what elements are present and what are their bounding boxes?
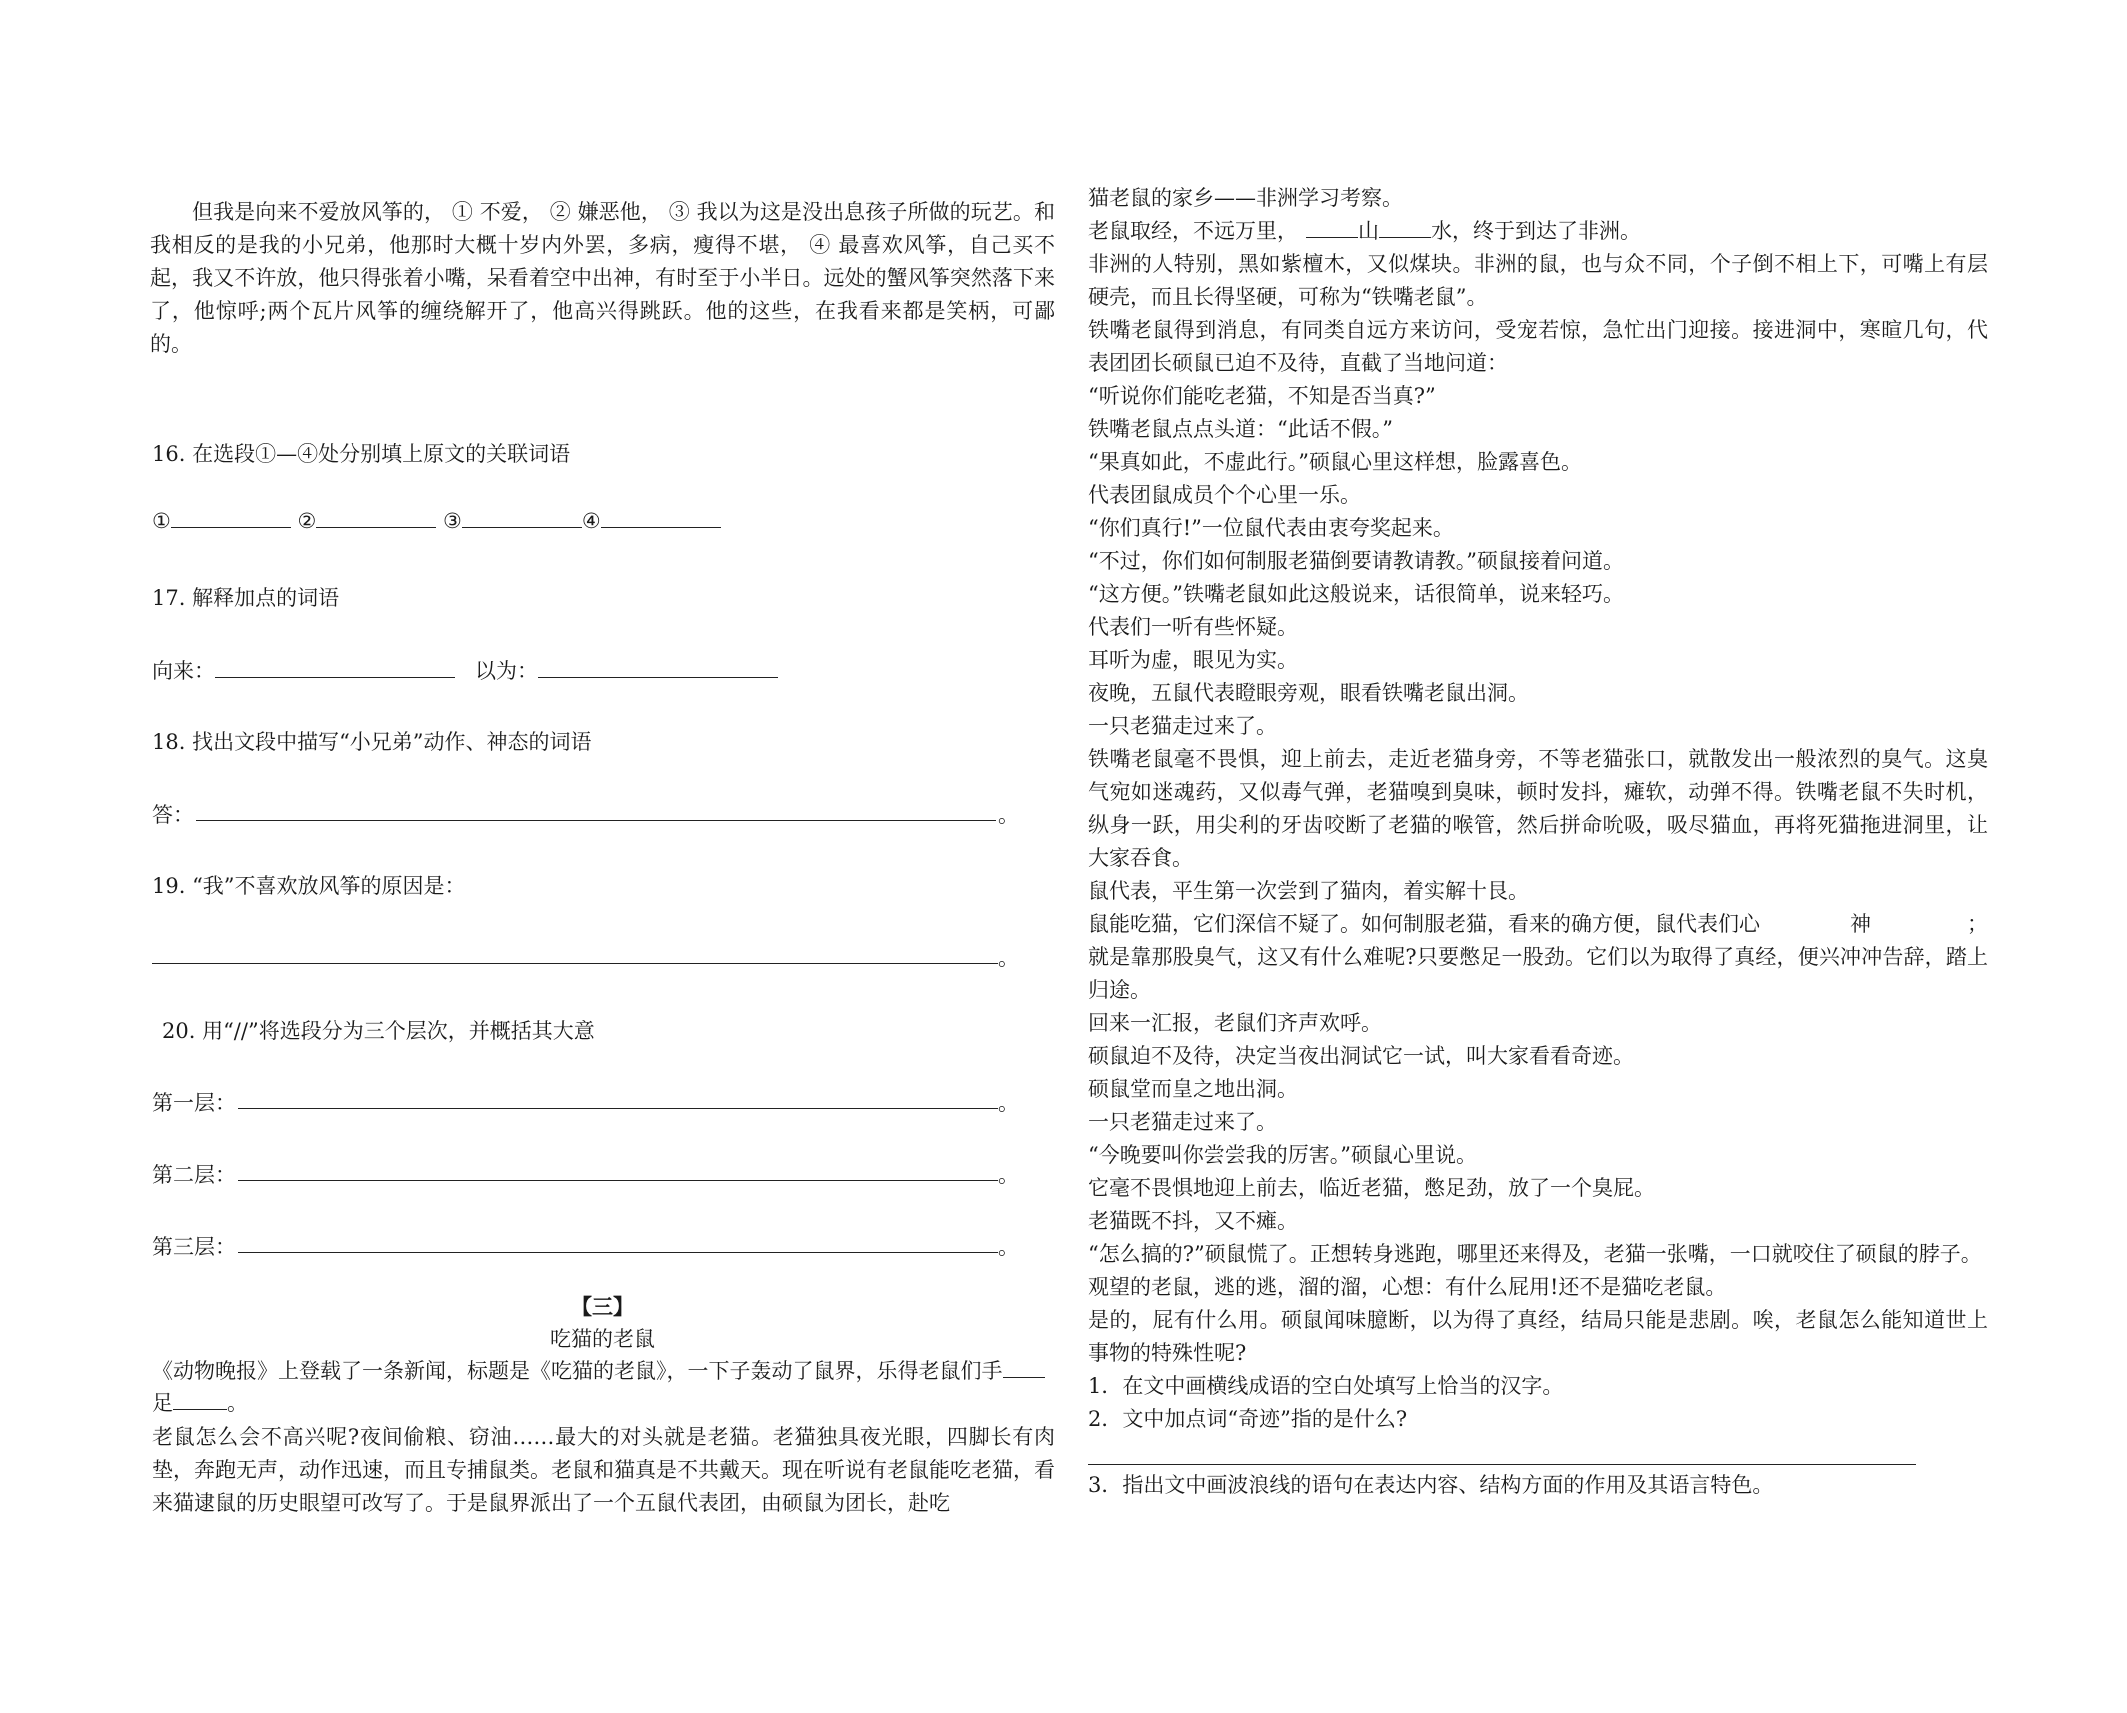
idiom-blank-shui[interactable]: [1379, 219, 1431, 238]
story-line: “果真如此，不虚此行。”硕鼠心里这样想，脸露喜色。: [1088, 450, 1582, 474]
period: 。: [998, 803, 1019, 827]
story-line: 就是靠那股臭气，这又有什么难呢?只要憋足一股劲。它们以为取得了真经，便兴冲冲告辞，踏上归途。: [1088, 945, 1988, 1002]
story-text: 《动物晚报》上登载了一条新闻，标题是《吃猫的老鼠》，一下子轰动了鼠界，乐得老鼠们手: [152, 1359, 1003, 1383]
story-line: 回来一汇报，老鼠们齐声欢呼。: [1088, 1011, 1382, 1035]
story-line: 夜晚，五鼠代表瞪眼旁观，眼看铁嘴老鼠出洞。: [1088, 681, 1529, 705]
question-17: 17. 解释加点的词语: [152, 586, 340, 610]
blank-label: ④: [581, 509, 601, 533]
question-16: 16. 在选段①—④处分别填上原文的关联词语: [152, 442, 571, 466]
q19-answer-line[interactable]: [152, 963, 998, 964]
layer-3-answer-line[interactable]: [238, 1252, 998, 1253]
q2-answer-line[interactable]: [1088, 1436, 1916, 1465]
blank-marker-3: ③: [668, 200, 690, 224]
period: 。: [998, 1235, 1019, 1259]
answer-blank-4[interactable]: [601, 509, 721, 528]
story-line: “你们真行!”一位鼠代表由衷夸奖起来。: [1088, 516, 1454, 540]
story-line: 鼠代表，平生第一次尝到了猫肉，着实解十艮。: [1088, 879, 1529, 903]
period: 。: [998, 946, 1019, 970]
answer-blank-2[interactable]: [316, 509, 436, 528]
layer-2-label: 第二层：: [152, 1163, 236, 1187]
passage-text: 最喜欢风筝，自己买不起，我又不许放，他只得张着小嘴，呆看着空中出神，有时至于小半日。远处的蟹风筝突然落下来了，他惊呼;两个瓦片风筝的缠绕解开了，他高兴得跳跃。他的这些，在我看来都是笑柄，可鄙的。: [150, 233, 1055, 356]
story-line: 铁嘴老鼠点点头道：“此话不假。”: [1088, 417, 1393, 441]
idiom-blank-1[interactable]: [1003, 1359, 1045, 1378]
layer-3-label: 第三层：: [152, 1235, 236, 1259]
passage-text: 不爱，: [479, 200, 543, 224]
term-label: 以为：: [475, 659, 539, 683]
layer-1-label: 第一层：: [152, 1091, 236, 1115]
layer-1-answer-line[interactable]: [238, 1108, 998, 1109]
story-line: 代表团鼠成员个个心里一乐。: [1088, 483, 1361, 507]
story-line: 1．在文中画横线成语的空白处填写上恰当的汉字。: [1088, 1374, 1564, 1398]
story-line-1: [152, 1355, 1045, 1387]
answer-blank-yiwei[interactable]: [538, 659, 778, 678]
story-title: 吃猫的老鼠: [550, 1327, 655, 1351]
story-paragraph: 老鼠怎么会不高兴呢?夜间偷粮、窃油……最大的对头就是老猫。老猫独具夜光眼，四脚长有肉垫，奔跑无声，动作迅速，而且专捕鼠类。老鼠和猫真是不共戴天。现在听说有老鼠能吃老猫，看来猫逮鼠的历史眼望可改写了。于是鼠界派出了一个五鼠代表团，由硕鼠为团长，赴吃: [152, 1425, 1055, 1515]
story-text: 水，终于到达了非洲。: [1431, 219, 1641, 243]
story-line-idiom-2: [1088, 908, 1988, 941]
blank-label: ①: [152, 509, 171, 533]
story-continuation: [1088, 182, 1988, 1502]
passage-text: 嫌恶他，: [577, 200, 662, 224]
answer-blank-xianglai[interactable]: [215, 659, 455, 678]
story-line: 代表们一听有些怀疑。: [1088, 615, 1298, 639]
story-text: 老鼠取经，不远万里，: [1088, 219, 1298, 243]
story-line: 铁嘴老鼠毫不畏惧，迎上前去，走近老猫身旁，不等老猫张口，就散发出一般浓烈的臭气。这臭气宛如迷魂药，又似毒气弹，老猫嗅到臭味，顿时发抖，瘫软，动弹不得。铁嘴老鼠不失时机，纵身一跃，用尖利的牙齿咬断了老猫的喉管，然后拼命吮吸，吸尽猫血，再将死猫拖进洞里，让大家吞食。: [1088, 747, 1988, 870]
section-header: 【三】: [571, 1294, 634, 1319]
answer-blank-1[interactable]: [171, 509, 291, 528]
q17-answers: [152, 655, 778, 685]
story-text: ；: [1967, 912, 1988, 936]
question-20: 20. 用“//”将选段分为三个层次，并概括其大意: [162, 1019, 595, 1043]
story-line: 耳听为虚，眼见为实。: [1088, 648, 1298, 672]
story-line: 观望的老鼠，逃的逃，溜的溜，心想：有什么屁用!还不是猫吃老鼠。: [1088, 1275, 1727, 1299]
period: 。: [227, 1391, 248, 1415]
story-line-2: [152, 1387, 248, 1419]
blank-marker-1: ①: [451, 200, 473, 224]
story-line: “这方便。”铁嘴老鼠如此这般说来，话很简单，说来轻巧。: [1088, 582, 1624, 606]
story-line: “今晚要叫你尝尝我的厉害。”硕鼠心里说。: [1088, 1143, 1477, 1167]
story-line-idiom-1: [1088, 215, 1988, 248]
question-18: 18. 找出文段中描写“小兄弟”动作、神态的词语: [152, 730, 592, 754]
story-line: 老猫既不抖，又不瘫。: [1088, 1209, 1298, 1233]
story-line: 非洲的人特别，黑如紫檀木，又似煤块。非洲的鼠，也与众不同，个子倒不相上下，可嘴上有层硬壳，而且长得坚硬，可称为“铁嘴老鼠”。: [1088, 252, 1988, 309]
answer-blank-3[interactable]: [462, 509, 582, 528]
period: 。: [998, 1163, 1019, 1187]
story-line: 铁嘴老鼠得到消息，有同类自远方来访问，受宠若惊，急忙出门迎接。接进洞中，寒暄几句，代表团团长硕鼠已迫不及待，直截了当地问道：: [1088, 318, 1988, 375]
story-line: “怎么搞的?”硕鼠慌了。正想转身逃跑，哪里还来得及，老猫一张嘴，一口就咬住了硕鼠的脖子。: [1088, 1242, 1982, 1266]
passage-paragraph: [150, 196, 1055, 361]
story-line: “听说你们能吃老猫，不知是否当真?”: [1088, 384, 1436, 408]
story-line: 2．文中加点词“奇迹”指的是什么?: [1088, 1407, 1408, 1431]
passage-text: 但我是向来不爱放风筝的，: [192, 200, 446, 224]
term-label: 向来：: [152, 659, 215, 683]
blank-label: ②: [297, 509, 317, 533]
story-text: 足: [152, 1391, 173, 1415]
story-line: “不过，你们如何制服老猫倒要请教请教。”硕鼠接着问道。: [1088, 549, 1624, 573]
story-line: 一只老猫走过来了。: [1088, 1110, 1277, 1134]
story-line: 一只老猫走过来了。: [1088, 714, 1277, 738]
story-text: 神: [1850, 912, 1871, 936]
story-text: 鼠能吃猫，它们深信不疑了。如何制服老猫，看来的确方便，鼠代表们心: [1088, 912, 1760, 936]
blank-marker-4: ④: [809, 233, 832, 257]
blank-marker-2: ②: [549, 200, 571, 224]
story-text: 山: [1358, 219, 1379, 243]
period: 。: [998, 1091, 1019, 1115]
q16-answer-blanks: [152, 509, 721, 533]
q18-answer-line[interactable]: [196, 820, 996, 821]
passage-text: 我以为这是没出息孩子所做的玩艺。和我相反的是我的小兄弟，他那时大概十岁内外罢，多病，瘦得不堪，: [150, 200, 1055, 257]
q18-answer-label: 答：: [152, 803, 194, 827]
question-19: 19. “我”不喜欢放风筝的原因是：: [152, 874, 466, 898]
story-line: 它毫不畏惧地迎上前去，临近老猫，憋足劲，放了一个臭屁。: [1088, 1176, 1655, 1200]
story-line: 硕鼠堂而皇之地出洞。: [1088, 1077, 1298, 1101]
layer-2-answer-line[interactable]: [238, 1180, 998, 1181]
idiom-blank-2[interactable]: [173, 1391, 227, 1410]
story-line: 硕鼠迫不及待，决定当夜出洞试它一试，叫大家看看奇迹。: [1088, 1044, 1634, 1068]
story-line: 3．指出文中画波浪线的语句在表达内容、结构方面的作用及其语言特色。: [1088, 1473, 1774, 1497]
story-line: 是的，屁有什么用。硕鼠闻味臆断，以为得了真经，结局只能是悲剧。唉，老鼠怎么能知道世上事物的特殊性呢?: [1088, 1308, 1988, 1365]
story-line: 猫老鼠的家乡——非洲学习考察。: [1088, 186, 1403, 210]
blank-label: ③: [443, 509, 462, 533]
idiom-blank-shan[interactable]: [1306, 219, 1358, 238]
